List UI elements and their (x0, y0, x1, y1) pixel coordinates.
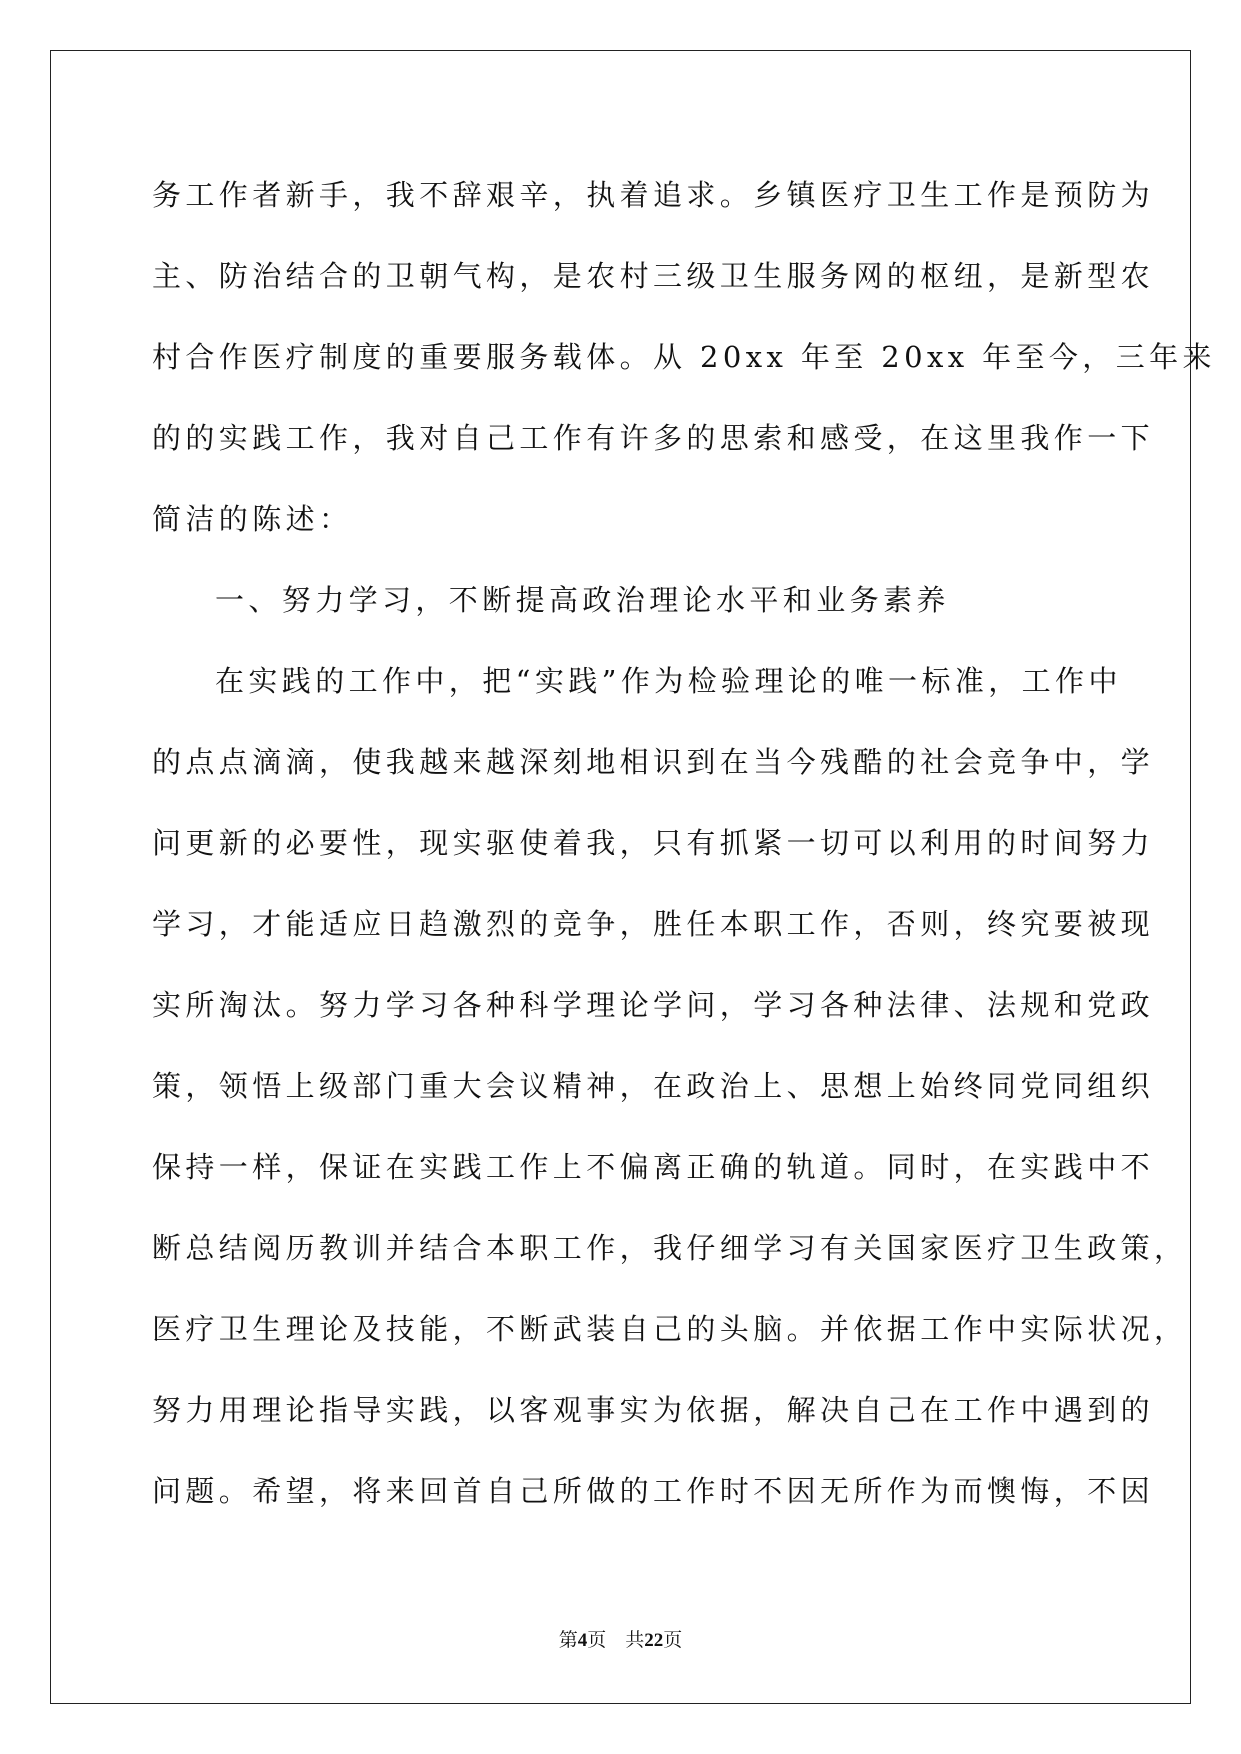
current-page-number: 4 (577, 1630, 588, 1651)
text-line: 断总结阅历教训并结合本职工作，我仔细学习有关国家医疗卫生政策， (152, 1231, 1188, 1265)
text-line: 策，领悟上级部门重大会议精神，在政治上、思想上始终同党同组织 (152, 1069, 1155, 1103)
text-line: 医疗卫生理论及技能，不断武装自己的头脑。并依据工作中实际状况， (152, 1312, 1188, 1346)
text-line: 学习，才能适应日趋激烈的竞争，胜任本职工作，否则，终究要被现 (152, 907, 1155, 941)
document-body (152, 155, 1216, 1532)
text-line: 保持一样，保证在实践工作上不偏离正确的轨道。同时，在实践中不 (152, 1150, 1155, 1184)
footer-mid: 页 共 (587, 1629, 645, 1651)
text-line: 努力用理论指导实践，以客观事实为依据，解决自己在工作中遇到的 (152, 1393, 1155, 1427)
text-line: 实所淘汰。努力学习各种科学理论学问，学习各种法律、法规和党政 (152, 988, 1155, 1022)
section-heading: 一、努力学习，不断提高政治理论水平和业务素养 (215, 583, 950, 617)
text-line: 务工作者新手，我不辞艰辛，执着追求。乡镇医疗卫生工作是预防为 (152, 178, 1155, 212)
footer-prefix: 第 (558, 1629, 578, 1651)
paragraph-start: 在实践的工作中，把“实践”作为检验理论的唯一标准，工作中 (215, 664, 1122, 698)
text-line: 问题。希望，将来回首自己所做的工作时不因无所作为而懊悔，不因 (152, 1474, 1155, 1508)
text-line: 的点点滴滴，使我越来越深刻地相识到在当今残酷的社会竞争中，学 (152, 745, 1155, 779)
text-line: 村合作医疗制度的重要服务载体。从 20xx 年至 20xx 年至今，三年来 (152, 340, 1216, 374)
page-footer (0, 1628, 1241, 1653)
text-line: 问更新的必要性，现实驱使着我，只有抓紧一切可以利用的时间努力 (152, 826, 1155, 860)
footer-suffix: 页 (663, 1629, 683, 1651)
text-line: 主、防治结合的卫朝气构，是农村三级卫生服务网的枢纽，是新型农 (152, 259, 1155, 293)
text-line: 简洁的陈述： (152, 502, 353, 536)
text-line: 的的实践工作，我对自己工作有许多的思索和感受，在这里我作一下 (152, 421, 1155, 455)
total-pages-number: 22 (644, 1630, 664, 1651)
